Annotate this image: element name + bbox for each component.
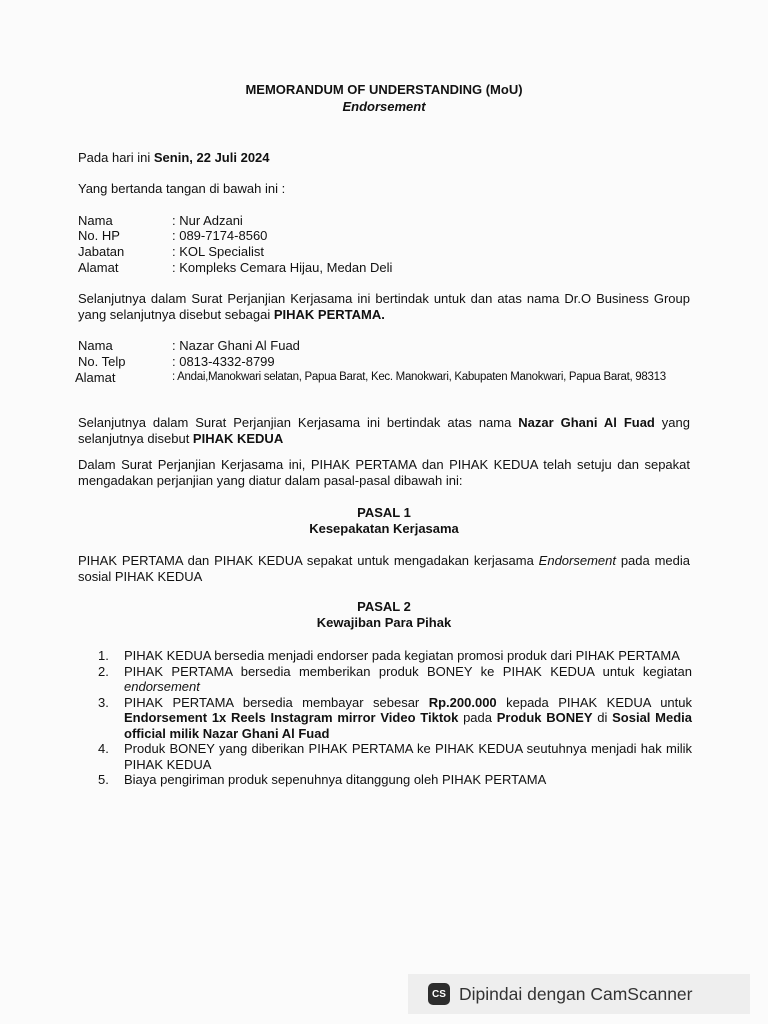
- list-item-text: pada: [458, 710, 497, 725]
- pasal2-heading: PASAL 2: [357, 599, 411, 614]
- party2-phone-value: : 0813-4332-8799: [172, 354, 275, 369]
- pasal1-text-a: PIHAK PERTAMA dan PIHAK KEDUA sepakat untuk mengadakan kerjasama: [78, 553, 539, 568]
- party1-phone-value: : 089-7174-8560: [172, 228, 268, 243]
- date-line: [78, 150, 270, 165]
- party1-statement: [78, 291, 690, 323]
- pasal1-text-em: Endorsement: [538, 553, 616, 568]
- pasal2-subheading: Kewajiban Para Pihak: [316, 615, 452, 630]
- list-item-text: Produk BONEY yang diberikan PIHAK PERTAMA ke PIHAK KEDUA seutuhnya menjadi hak milik PIHAK KEDUA: [124, 741, 692, 772]
- list-item-number: 4.: [98, 741, 109, 756]
- party2-address-value: : Andai,Manokwari selatan, Papua Barat, Kec. Manokwari, Kabupaten Manokwari, Papua Barat, 98313: [172, 371, 666, 383]
- party1-name-label: Nama: [78, 213, 113, 228]
- party2-phone-label: No. Telp: [78, 354, 126, 369]
- party1-statement-text: Selanjutnya dalam Surat Perjanjian Kerjasama ini bertindak untuk dan atas nama Dr.O Business Group yang selanjutnya disebut sebagai: [78, 291, 690, 322]
- camscanner-watermark: [408, 974, 750, 1014]
- document-subtitle: Endorsement: [342, 99, 426, 114]
- pasal1-text-b: pada media sosial PIHAK KEDUA: [78, 553, 690, 584]
- pasal1-text: [78, 553, 690, 585]
- party1-position-label: Jabatan: [78, 244, 125, 259]
- signatory-line: Yang bertanda tangan di bawah ini :: [78, 181, 286, 196]
- deliverable-text: Endorsement 1x Reels Instagram mirror Video Tiktok: [124, 710, 459, 725]
- pasal1-subheading: Kesepakatan Kerjasama: [309, 521, 459, 536]
- party2-role: PIHAK KEDUA: [192, 431, 284, 446]
- party1-role: PIHAK PERTAMA.: [273, 307, 385, 322]
- list-item-text: Biaya pengiriman produk sepenuhnya ditanggung oleh PIHAK PERTAMA: [124, 772, 547, 787]
- list-item-text: kepada PIHAK KEDUA untuk: [496, 694, 692, 710]
- product-name: Produk BONEY: [496, 710, 593, 725]
- list-item: [98, 741, 692, 772]
- list-item: [98, 772, 692, 788]
- payment-amount: Rp.200.000: [428, 694, 497, 710]
- list-item: [98, 664, 692, 695]
- document-title: MEMORANDUM OF UNDERSTANDING (MoU): [245, 82, 523, 97]
- obligations-list: [98, 648, 692, 788]
- date-value: Senin, 22 Juli 2024: [153, 150, 270, 165]
- party2-name-label: Nama: [78, 338, 113, 353]
- list-item-number: 1.: [98, 648, 109, 663]
- list-item-number: 5.: [98, 772, 109, 787]
- party1-phone-label: No. HP: [78, 228, 120, 243]
- party2-statement-name: Nazar Ghani Al Fuad: [518, 415, 655, 430]
- list-item-text: PIHAK KEDUA bersedia menjadi endorser pada kegiatan promosi produk dari PIHAK PERTAMA: [124, 648, 680, 663]
- list-item: [98, 695, 692, 742]
- list-item-emphasis: endorsement: [124, 679, 200, 694]
- party1-name-value: : Nur Adzani: [172, 213, 243, 228]
- party2-statement-text: Selanjutnya dalam Surat Perjanjian Kerjasama ini bertindak atas nama: [78, 415, 519, 430]
- camscanner-logo-icon: CS: [428, 983, 450, 1005]
- agreement-paragraph: Dalam Surat Perjanjian Kerjasama ini, PIHAK PERTAMA dan PIHAK KEDUA telah setuju dan sepakat mengadakan perjanjian yang diatur dalam pasal-pasal dibawah ini:: [78, 457, 690, 488]
- party2-statement-text2: yang selanjutnya disebut: [78, 415, 690, 446]
- watermark-text: Dipindai dengan CamScanner: [459, 983, 693, 1004]
- party2-statement: [78, 415, 690, 447]
- list-item-number: 2.: [98, 663, 109, 679]
- party2-address-label: Alamat: [75, 370, 116, 385]
- list-item-number: 3.: [98, 694, 109, 710]
- list-item-text: PIHAK PERTAMA bersedia memberikan produk BONEY ke PIHAK KEDUA untuk kegiatan: [124, 663, 692, 679]
- party1-position-value: : KOL Specialist: [172, 244, 265, 259]
- party1-address-label: Alamat: [78, 260, 119, 275]
- social-media-text: Sosial Media official milik Nazar Ghani Al Fuad: [124, 710, 693, 741]
- pasal1-heading: PASAL 1: [357, 505, 411, 520]
- list-item: [98, 648, 692, 664]
- list-item-text: PIHAK PERTAMA bersedia membayar sebesar: [124, 694, 429, 710]
- party1-address-value: : Kompleks Cemara Hijau, Medan Deli: [172, 260, 393, 275]
- date-prefix: Pada hari ini: [78, 150, 154, 165]
- list-item-text: di: [592, 710, 613, 725]
- party2-name-value: : Nazar Ghani Al Fuad: [172, 338, 300, 353]
